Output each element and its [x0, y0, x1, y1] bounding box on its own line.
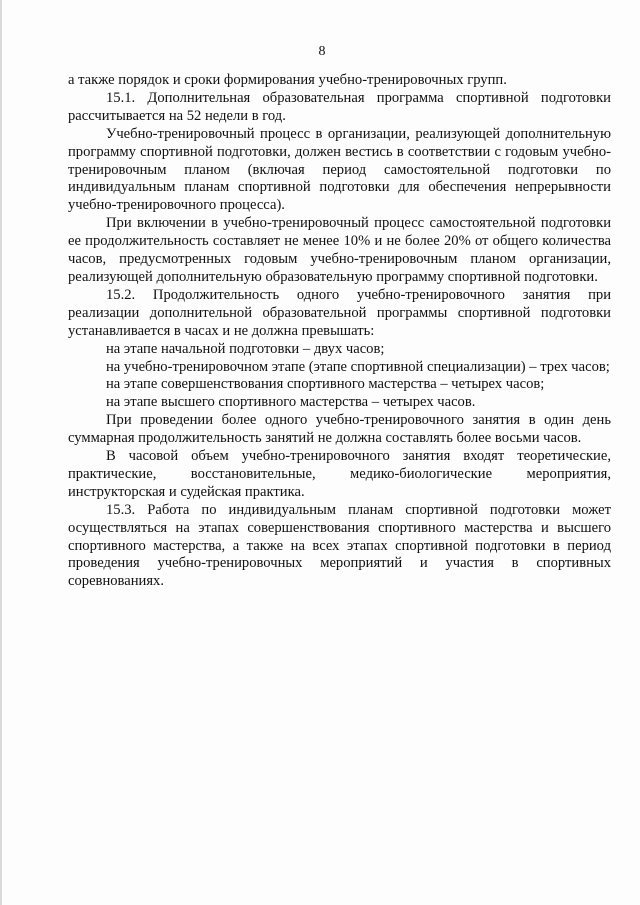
paragraph-training-process: Учебно-тренировочный процесс в организации, реализующей дополнительную программу спортивной подготовки, должен вестись в соответствии с годовым учебно-тренировочным планом (включая период самостоятельной подготовки по индивидуальным планам спортивной подготовки для обеспечения непрерывности учебно-тренировочного процесса).: [68, 125, 611, 214]
paragraph-15-2: 15.2. Продолжительность одного учебно-тренировочного занятия при реализации дополнительной образовательной программы спортивной подготовки устанавливается в часах и не должна превышать:: [68, 286, 611, 339]
list-item-initial-stage: на этапе начальной подготовки – двух часов;: [106, 340, 385, 357]
paragraph-intro-continuation: а также порядок и сроки формирования учебно-тренировочных групп.: [68, 72, 507, 88]
list-item-highest-stage: на этапе высшего спортивного мастерства – четырех часов.: [106, 394, 476, 411]
paragraph-hourly-volume: В часовой объем учебно-тренировочного занятия входят теоретические, практические, восстановительные, медико-биологические мероприятия, инструкторская и судейская практика.: [68, 448, 611, 500]
paragraph-self-training: При включении в учебно-тренировочный процесс самостоятельной подготовки ее продолжительность составляет не менее 10% и не более 20% от общего количества часов, предусмотренных годовым учебно-тренировочным планом организации, реализующей дополнительную образовательную программу спортивной подготовки.: [68, 215, 611, 285]
document-body: [68, 72, 611, 591]
paragraph-15-3: 15.3. Работа по индивидуальным планам спортивной подготовки может осуществляться на этапах совершенствования спортивного мастерства и высшего спортивного мастерства, а также на всех этапах спортивной подготовки в период проведения учебно-тренировочных мероприятий и участия в спортивных соревнованиях.: [68, 501, 611, 590]
list-item-improvement-stage: на этапе совершенствования спортивного мастерства – четырех часов;: [106, 376, 545, 393]
paragraph-total-duration: При проведении более одного учебно-тренировочного занятия в один день суммарная продолжительность занятий не должна составлять более восьми часов.: [68, 412, 611, 447]
page-number: 8: [318, 44, 326, 59]
paragraph-15-1: 15.1. Дополнительная образовательная программа спортивной подготовки рассчитывается на 52 недели в год.: [68, 89, 611, 124]
list-item-training-stage: на учебно-тренировочном этапе (этапе спортивной специализации) – трех часов;: [106, 358, 610, 375]
